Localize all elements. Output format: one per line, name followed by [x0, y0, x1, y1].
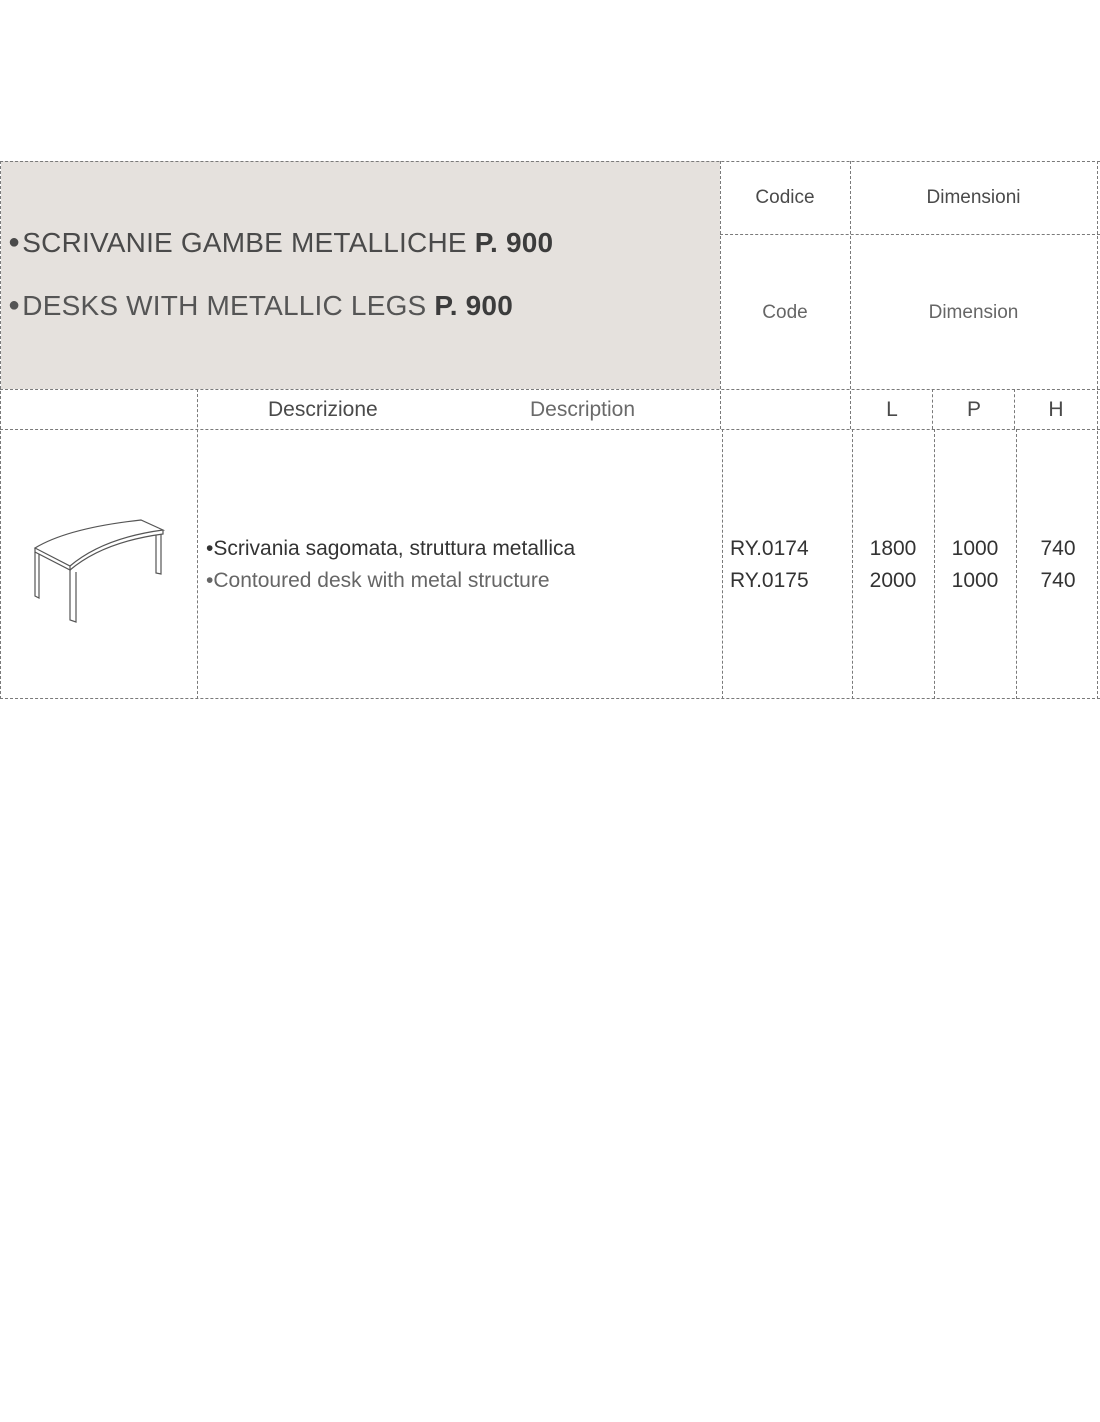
title-panel [1, 161, 720, 389]
bullet-icon: ● [8, 231, 21, 253]
grid-line [197, 389, 198, 699]
title-english-text: DESKS WITH METALLIC LEGS [22, 290, 427, 321]
grid-line [932, 389, 933, 429]
row-depth: 1000 [951, 569, 999, 592]
row-length: 2000 [869, 569, 917, 592]
title-italian [8, 227, 553, 259]
bullet-icon: ● [8, 294, 21, 316]
column-L: L [886, 398, 898, 421]
grid-line [852, 429, 853, 699]
description-english-text: Contoured desk with metal structure [213, 569, 550, 592]
bullet-icon: • [206, 569, 214, 592]
description-english [206, 569, 550, 593]
bullet-icon: • [206, 537, 214, 560]
title-english [8, 290, 513, 322]
title-english-code: P. 900 [434, 290, 513, 321]
grid-line [0, 389, 1100, 390]
description-italian-text: Scrivania sagomata, struttura metallica [213, 537, 576, 560]
grid-line [0, 161, 1100, 162]
row-code: RY.0175 [730, 569, 809, 592]
grid-line [720, 234, 1100, 235]
title-italian-code: P. 900 [474, 227, 554, 258]
column-P: P [966, 398, 981, 421]
grid-line [0, 161, 1, 699]
grid-line [722, 429, 723, 699]
description-italian [206, 537, 575, 561]
grid-line [1097, 161, 1098, 699]
grid-line [0, 429, 1100, 430]
row-depth: 1000 [951, 537, 999, 560]
header-code: Code [762, 302, 808, 323]
grid-line [0, 698, 1100, 699]
header-dimension: Dimension [928, 302, 1019, 323]
column-H: H [1048, 398, 1064, 421]
row-height: 740 [1040, 569, 1076, 592]
grid-line [1016, 429, 1017, 699]
column-description: Description [530, 398, 636, 421]
grid-line [934, 429, 935, 699]
desk-drawing-icon [28, 518, 168, 628]
title-italian-text: SCRIVANIE GAMBE METALLICHE [22, 227, 467, 258]
row-code: RY.0174 [730, 537, 809, 560]
grid-line [1014, 389, 1015, 429]
row-height: 740 [1040, 537, 1076, 560]
column-descrizione: Descrizione [268, 398, 378, 421]
row-length: 1800 [869, 537, 917, 560]
header-dimensioni: Dimensioni [926, 187, 1021, 208]
header-codice: Codice [755, 187, 815, 208]
